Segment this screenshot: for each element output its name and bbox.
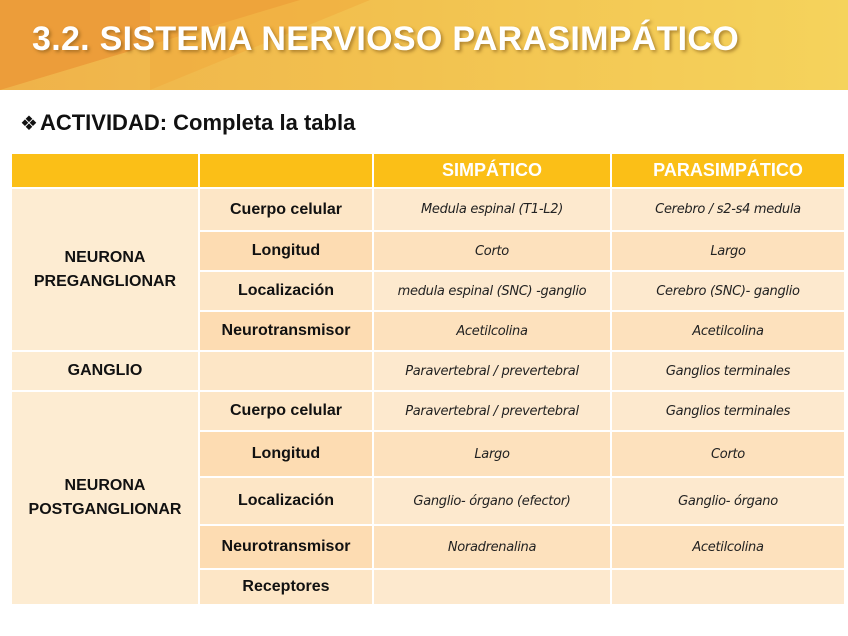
cell-simpatico: Acetilcolina [374, 312, 610, 350]
cell-parasimpatico: Cerebro (SNC)- ganglio [612, 272, 844, 310]
cell-simpatico: Medula espinal (T1-L2) [374, 189, 610, 230]
group-neurona-postganglionar: NEURONA POSTGANGLIONAR [12, 392, 198, 604]
slide-title: 3.2. SISTEMA NERVIOSO PARASIMPÁTICO [32, 20, 739, 58]
cell-simpatico: Ganglio- órgano (efector) [374, 478, 610, 524]
cell-parasimpatico [612, 570, 844, 604]
comparison-table [10, 152, 846, 606]
cell-simpatico: Paravertebral / prevertebral [374, 352, 610, 390]
cell-parasimpatico: Ganglios terminales [612, 392, 844, 430]
cell-parasimpatico: Ganglios terminales [612, 352, 844, 390]
row-label: Cuerpo celular [200, 189, 372, 230]
group-ganglio: GANGLIO [12, 352, 198, 390]
header-simpatico: SIMPÁTICO [374, 154, 610, 187]
table-row [12, 392, 844, 430]
activity-heading [20, 110, 355, 136]
cell-simpatico [374, 570, 610, 604]
title-banner [0, 0, 848, 90]
header-empty-label [200, 154, 372, 187]
row-label: Localización [200, 478, 372, 524]
header-parasimpatico: PARASIMPÁTICO [612, 154, 844, 187]
cell-simpatico: Corto [374, 232, 610, 270]
cell-simpatico: Largo [374, 432, 610, 476]
row-label: Localización [200, 272, 372, 310]
header-empty-group [12, 154, 198, 187]
cell-parasimpatico: Cerebro / s2-s4 medula [612, 189, 844, 230]
cell-parasimpatico: Ganglio- órgano [612, 478, 844, 524]
row-label: Neurotransmisor [200, 312, 372, 350]
row-label: Cuerpo celular [200, 392, 372, 430]
cell-parasimpatico: Corto [612, 432, 844, 476]
table-header-row [12, 154, 844, 187]
table-row-ganglio [12, 352, 844, 390]
group-neurona-preganglionar: NEURONA PREGANGLIONAR [12, 189, 198, 350]
cell-parasimpatico: Acetilcolina [612, 526, 844, 568]
cell-simpatico: medula espinal (SNC) -ganglio [374, 272, 610, 310]
bullet-diamond-icon: ❖ [20, 111, 38, 135]
cell-simpatico: Paravertebral / prevertebral [374, 392, 610, 430]
cell-parasimpatico: Acetilcolina [612, 312, 844, 350]
table-row [12, 189, 844, 230]
cell-simpatico: Noradrenalina [374, 526, 610, 568]
row-label: Longitud [200, 432, 372, 476]
row-label: Receptores [200, 570, 372, 604]
activity-text: ACTIVIDAD: Completa la tabla [39, 110, 356, 135]
row-label: Neurotransmisor [200, 526, 372, 568]
row-label [200, 352, 372, 390]
row-label: Longitud [200, 232, 372, 270]
cell-parasimpatico: Largo [612, 232, 844, 270]
